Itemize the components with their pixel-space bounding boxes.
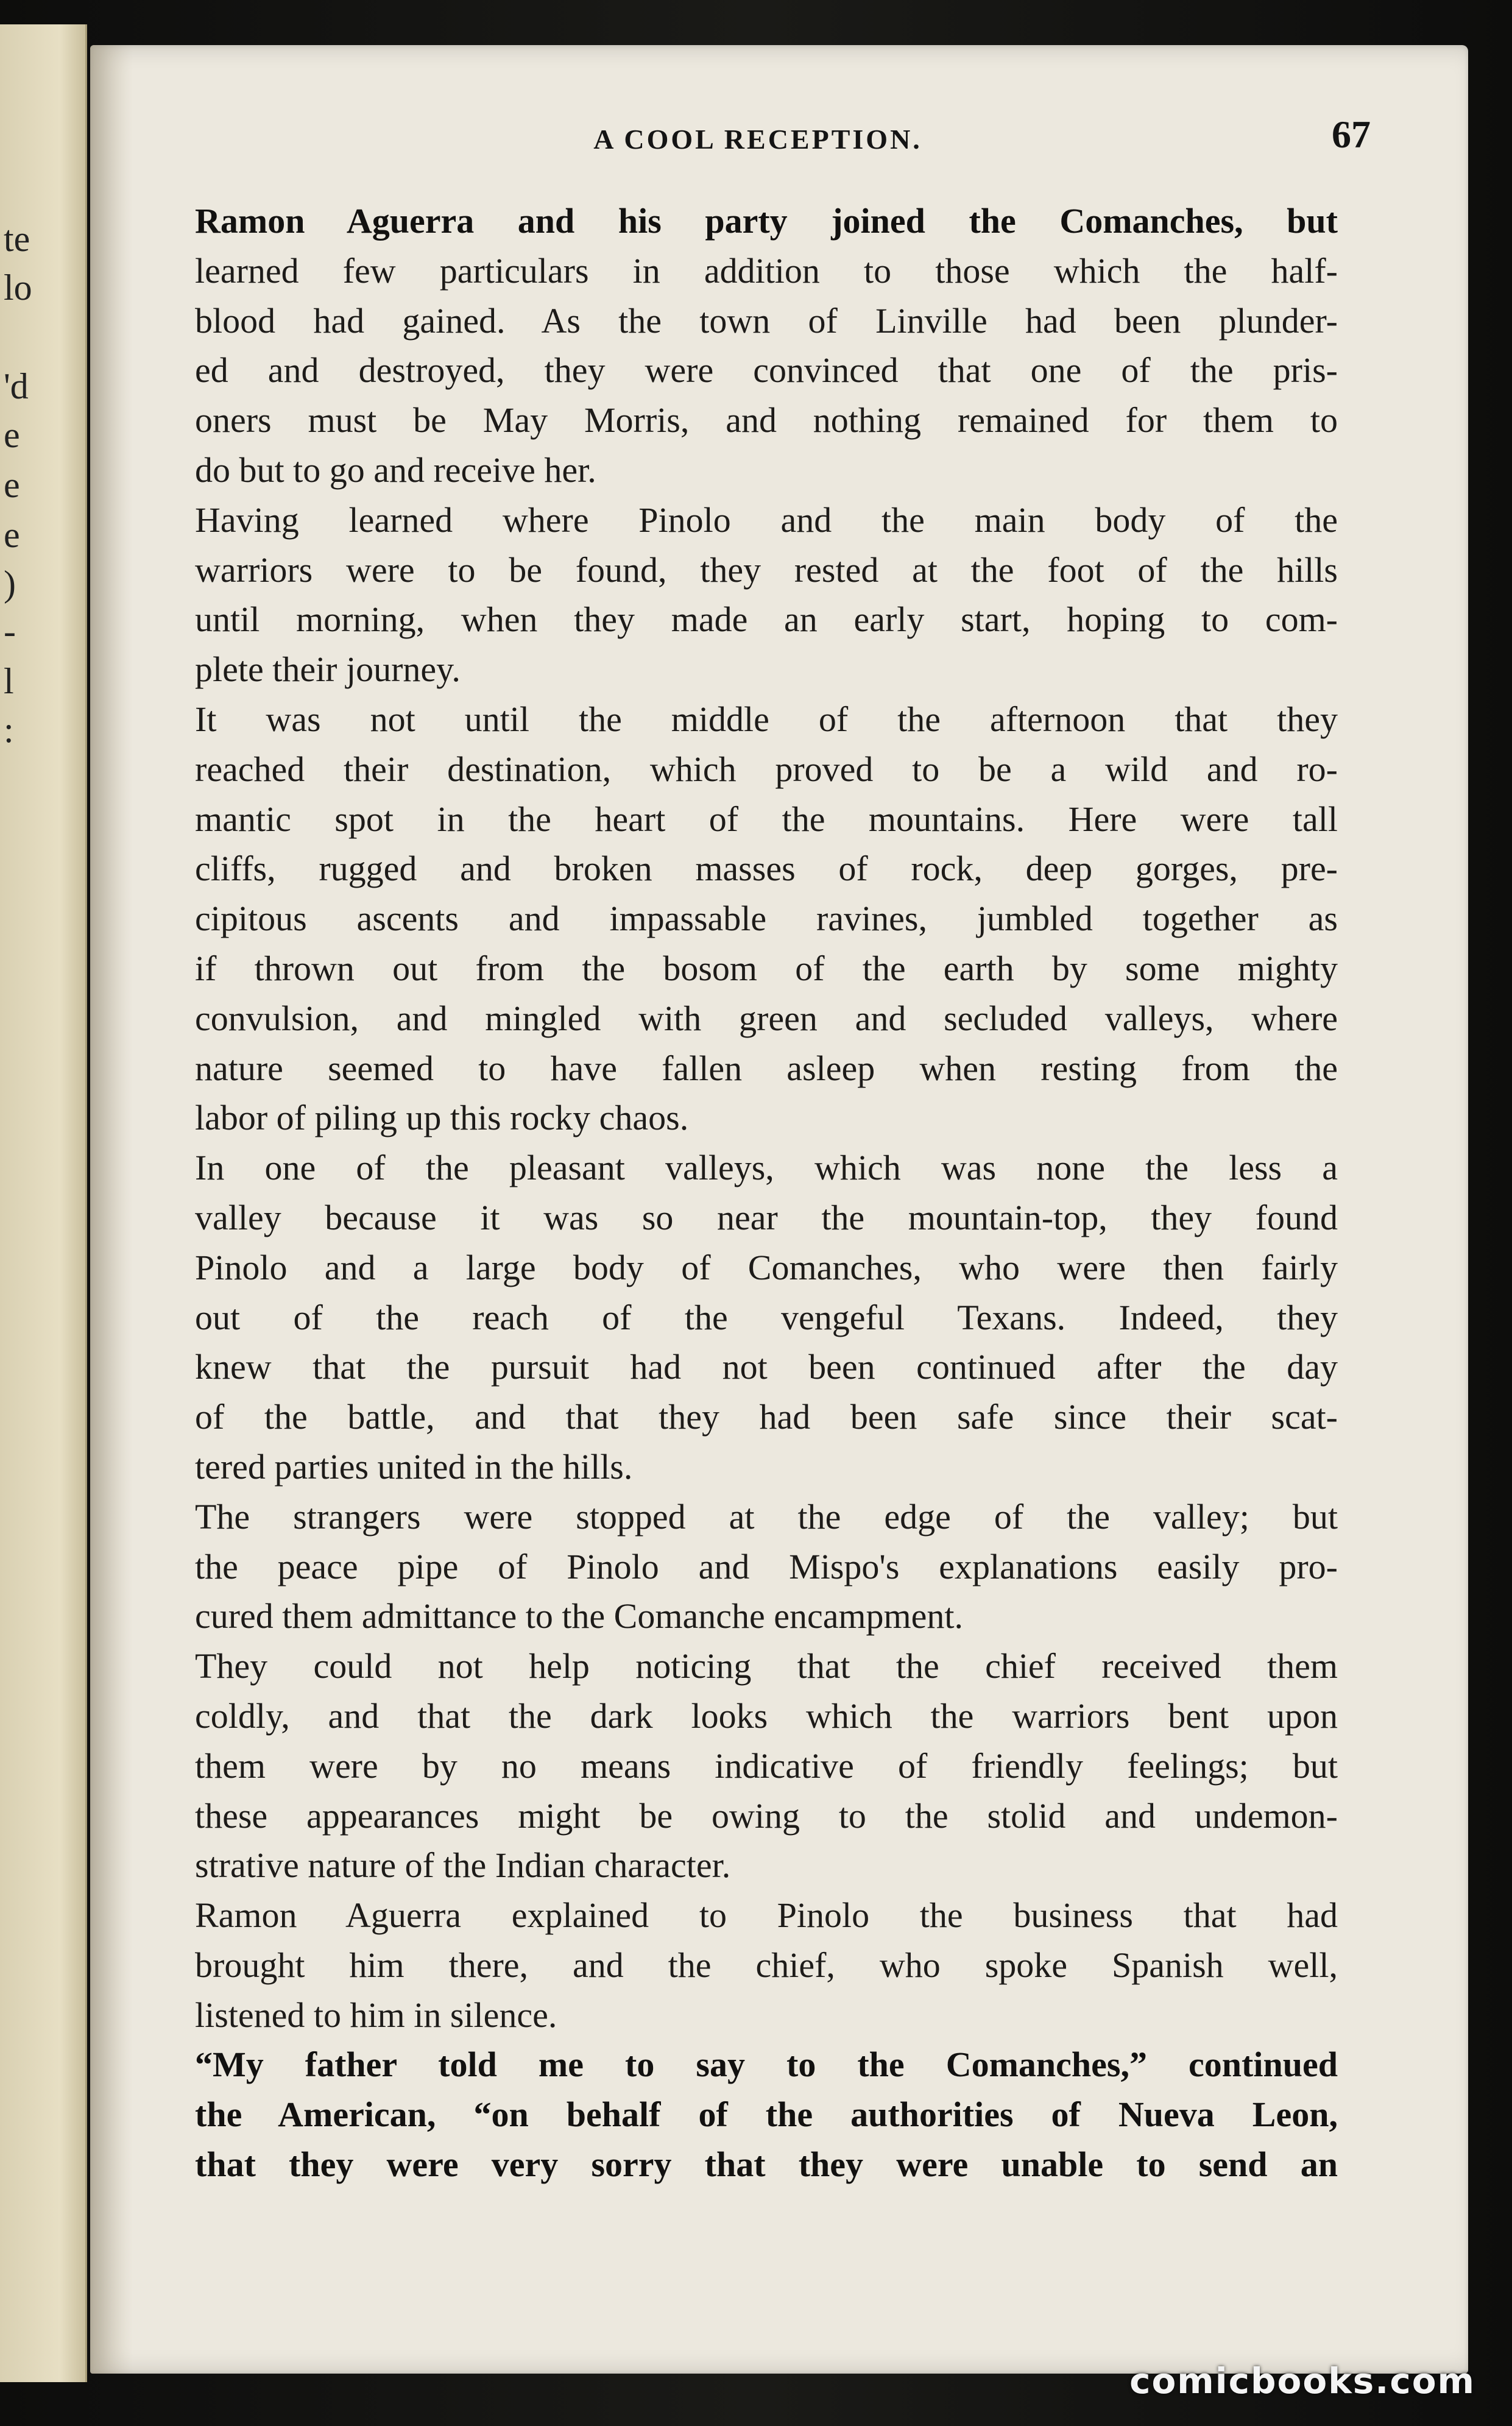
prev-page-fragment: lo xyxy=(4,267,32,308)
site-watermark: comicbooks.com xyxy=(1129,2360,1475,2402)
text-line: Pinolo and a large body of Comanches, who were then fairly xyxy=(195,1247,1338,1287)
text-line: oners must be May Morris, and nothing remained for them to xyxy=(195,400,1338,440)
page-header xyxy=(145,112,1371,173)
running-head: A COOL RECEPTION. xyxy=(593,124,922,155)
prev-page-fragment: e xyxy=(4,415,20,455)
paragraph xyxy=(144,2040,1338,2189)
text-line: if thrown out from the bosom of the earth by some mighty xyxy=(195,948,1338,988)
page-number: 67 xyxy=(1332,113,1371,156)
previous-page-edge xyxy=(0,24,87,2382)
text-line: brought him there, and the chief, who spoke Spanish well, xyxy=(195,1945,1338,1985)
prev-page-fragment: e xyxy=(4,465,20,505)
text-line: The strangers were stopped at the edge of the valley; but xyxy=(195,1496,1338,1537)
text-line: tered parties united in the hills. xyxy=(195,1446,633,1487)
text-line: reached their destination, which proved to be a wild and ro- xyxy=(195,749,1338,789)
text-line: strative nature of the Indian character. xyxy=(195,1845,731,1886)
body-text xyxy=(144,196,1338,2190)
text-line: They could not help noticing that the chief received them xyxy=(195,1646,1338,1686)
prev-page-fragment: e xyxy=(4,515,20,555)
text-line: mantic spot in the heart of the mountains. Here were tall xyxy=(195,799,1338,839)
text-line: ed and destroyed, they were convinced that one of the pris- xyxy=(195,350,1338,391)
text-line: them were by no means indicative of friendly feelings; but xyxy=(195,1745,1338,1786)
text-line: nature seemed to have fallen asleep when resting from the xyxy=(195,1048,1338,1088)
text-line: In one of the pleasant valleys, which was none the less a xyxy=(195,1148,1338,1188)
prev-page-fragment: - xyxy=(4,611,16,651)
prev-page-fragment: 'd xyxy=(4,366,29,406)
text-line: listened to him in silence. xyxy=(195,1995,557,2035)
text-line: the American, “on behalf of the authorities of Nueva Leon, xyxy=(195,2095,1338,2135)
text-line: “My father told me to say to the Comanches,” continued xyxy=(195,2045,1338,2085)
prev-page-fragment: l xyxy=(4,661,14,701)
text-line: knew that the pursuit had not been continued after the day xyxy=(195,1347,1338,1387)
prev-page-fragment: : xyxy=(4,710,14,750)
prev-page-fragment: te xyxy=(4,219,30,259)
book-page xyxy=(90,45,1468,2374)
text-line: of the battle, and that they had been safe since their scat- xyxy=(195,1397,1338,1437)
paragraph xyxy=(144,1641,1338,1890)
text-line: convulsion, and mingled with green and secluded valleys, where xyxy=(195,998,1338,1038)
text-line: coldly, and that the dark looks which the warriors bent upon xyxy=(195,1696,1338,1736)
text-line: Having learned where Pinolo and the main body of the xyxy=(195,500,1338,540)
paragraph xyxy=(144,196,1338,495)
text-line: blood had gained. As the town of Linville had been plunder- xyxy=(195,300,1338,341)
text-line-content: Ramon Aguerra and his party joined the Comanches, but xyxy=(195,201,1338,241)
paragraph xyxy=(144,1143,1338,1492)
text-line: plete their journey. xyxy=(195,649,461,690)
text-line: learned few particulars in addition to those which the half- xyxy=(195,250,1338,291)
text-line: do but to go and receive her. xyxy=(195,450,596,490)
text-line: It was not until the middle of the afternoon that they xyxy=(195,699,1338,739)
text-line: the peace pipe of Pinolo and Mispo's explanations easily pro- xyxy=(195,1546,1338,1586)
paragraph xyxy=(144,495,1338,695)
text-line: that they were very sorry that they were unable to send an xyxy=(195,2145,1338,2185)
text-line: labor of piling up this rocky chaos. xyxy=(195,1098,689,1138)
text-line: warriors were to be found, they rested at the foot of the hills xyxy=(195,550,1338,590)
text-line: cliffs, rugged and broken masses of rock, deep gorges, pre- xyxy=(195,849,1338,889)
paragraph xyxy=(144,1890,1338,2040)
text-line: out of the reach of the vengeful Texans. Indeed, they xyxy=(195,1297,1338,1337)
gutter-shadow xyxy=(90,45,133,2374)
text-line: cured them admittance to the Comanche encampment. xyxy=(195,1596,964,1636)
text-line: cipitous ascents and impassable ravines, jumbled together as xyxy=(195,899,1338,939)
prev-page-fragment: ) xyxy=(4,564,16,604)
paragraph xyxy=(144,695,1338,1143)
paragraph xyxy=(144,1492,1338,1641)
text-line: until morning, when they made an early start, hoping to com- xyxy=(195,599,1338,640)
text-line: these appearances might be owing to the stolid and undemon- xyxy=(195,1795,1338,1836)
text-line: Ramon Aguerra explained to Pinolo the business that had xyxy=(195,1895,1338,1936)
text-line xyxy=(144,196,1338,246)
text-line: valley because it was so near the mountain-top, they found xyxy=(195,1197,1338,1237)
